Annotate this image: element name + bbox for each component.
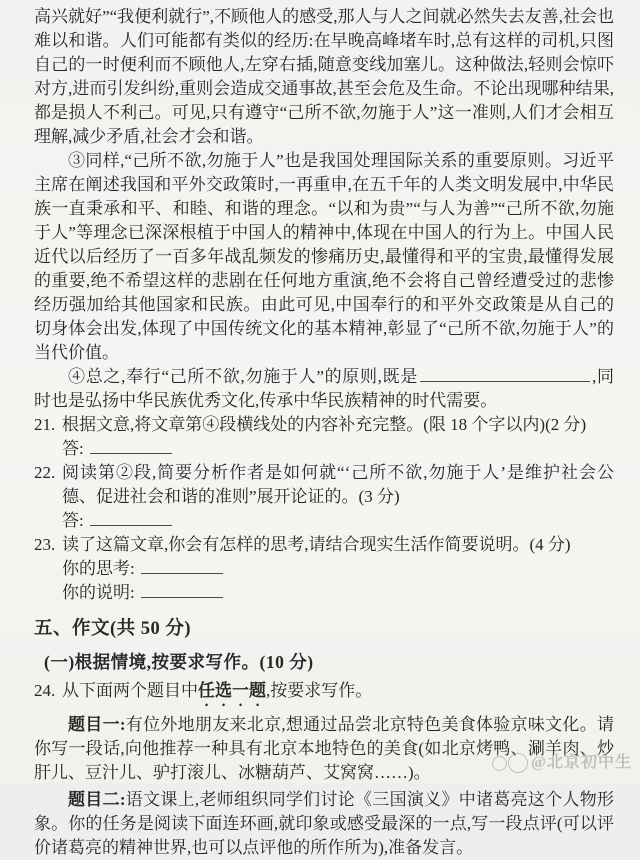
subsection-heading-situational-writing: (一)根据情境,按要求写作。(10 分) (44, 652, 314, 672)
question-24-text-suffix: ,按要求写作。 (266, 681, 373, 700)
question-22 (34, 461, 614, 509)
watermark-text: @北京初中生 (531, 754, 632, 771)
question-24-number: 24. (34, 681, 56, 700)
paragraph-4-fill-blank-line (420, 366, 590, 382)
topic-2 (34, 788, 614, 860)
question-21 (34, 413, 614, 437)
question-22-answer-line (62, 509, 614, 533)
question-23-text: 读了这篇文章,你会有怎样的思考,请结合现实生活作简要说明。(4 分) (62, 535, 571, 554)
question-23-thoughts-label: 你的思考: (62, 559, 135, 578)
question-23-explanation-blank-line (141, 582, 223, 598)
topic-2-label: 题目二: (68, 790, 126, 809)
question-22-answer-label: 答: (62, 511, 84, 530)
paragraph-4-text-after: ,同时也是弘扬中华民族优秀文化,传承中华民族精神的时代需要。 (34, 367, 615, 410)
reading-paragraph-3: ③同样,“己所不欲,勿施于人”也是我国处理国际关系的重要原则。习近平主席在阐述我国和平外交政策时,一再重申,在五千年的人类文明发展中,中华民族一直秉承和平、和睦、和谐的理念。“以和为贵”“与人为善”“己所不欲,勿施于人”等理念已深深根植于中国人的精神中,体现在中国人的行为上。中国人民近代以后经历了一百多年战乱频发的惨痛历史,最懂得和平的宝贵,最懂得发展的重要,绝不希望这样的悲剧在任何地方重演,绝不会将自己曾经遭受过的悲惨经历强加给其他国家和民族。由此可见,中国奉行的和平外交政策是从自己的切身体会出发,体现了中国传统文化的基本精神,彰显了“己所不欲,勿施于人”的当代价值。 (34, 151, 614, 362)
question-21-answer-blank-line (90, 438, 172, 454)
question-24-text-prefix: 从下面两个题目中 (62, 681, 198, 700)
question-24-text (62, 679, 614, 710)
topic-1-label: 题目一: (68, 715, 126, 734)
question-23-thoughts-blank-line (141, 558, 223, 574)
choose-one-topic-emphasis: 任选一题 (198, 681, 266, 700)
question-21-text: 根据文意,将文章第④段横线处的内容补充完整。(限 18 个字以内)(2 分) (62, 415, 587, 434)
paragraph-4-text-before: ④总之,奉行“己所不欲,勿施于人”的原则,既是 (68, 367, 419, 386)
question-22-answer-blank-line (90, 510, 172, 526)
reading-paragraph-2-continuation: 高兴就好”“我便利就行”,不顾他人的感受,那人与人之间就必然失去友善,社会也难以和谐。人们可能都有类似的经历:在早晚高峰堵车时,总有这样的司机,只图自己的一时便利而不顾他人,左穿右插,随意变线加塞儿。这种做法,轻则会惊吓对方,进而引发纠纷,重则会造成交通事故,甚至会危及生命。不论出现哪种结果,都是损人不利己。可见,只有遵守“己所不欲,勿施于人”这一准则,人们才会相互理解,减少矛盾,社会才会和谐。 (34, 7, 614, 146)
section-heading-composition: 五、作文(共 50 分) (34, 619, 192, 639)
question-23-explanation-line (62, 581, 614, 605)
question-23-number: 23. (34, 535, 56, 554)
question-22-text: 阅读第②段,简要分析作者是如何就“‘己所不欲,勿施于人’是维护社会公德、促进社会和谐的准则”展开论证的。(3 分) (62, 463, 614, 506)
question-21-answer-line (62, 437, 614, 461)
question-21-number: 21. (34, 415, 56, 434)
question-21-answer-label: 答: (62, 439, 84, 458)
question-23 (34, 533, 614, 557)
topic-1-text: 有位外地朋友来北京,想通过品尝北京特色美食体验京味文化。请你写一段话,向他推荐一种具有北京本地特色的美食(如北京烤鸭、涮羊肉、炒肝儿、豆汁儿、驴打滚儿、冰糖葫芦、艾窝窝……)。 (34, 715, 614, 782)
question-23-thoughts-line (62, 557, 614, 581)
question-22-number: 22. (34, 463, 56, 482)
topic-2-text: 语文课上,老师组织同学们讨论《三国演义》中诸葛亮这个人物形象。你的任务是阅读下面连环画,就印象或感受最深的一点,写一段点评(可以评价诸葛亮的精神世界,也可以点评他的所作所为),准备发言。 (34, 790, 614, 857)
question-24 (34, 679, 614, 710)
topic-1 (34, 713, 614, 785)
reading-paragraph-4 (34, 365, 614, 413)
question-23-explanation-label: 你的说明: (62, 583, 135, 602)
